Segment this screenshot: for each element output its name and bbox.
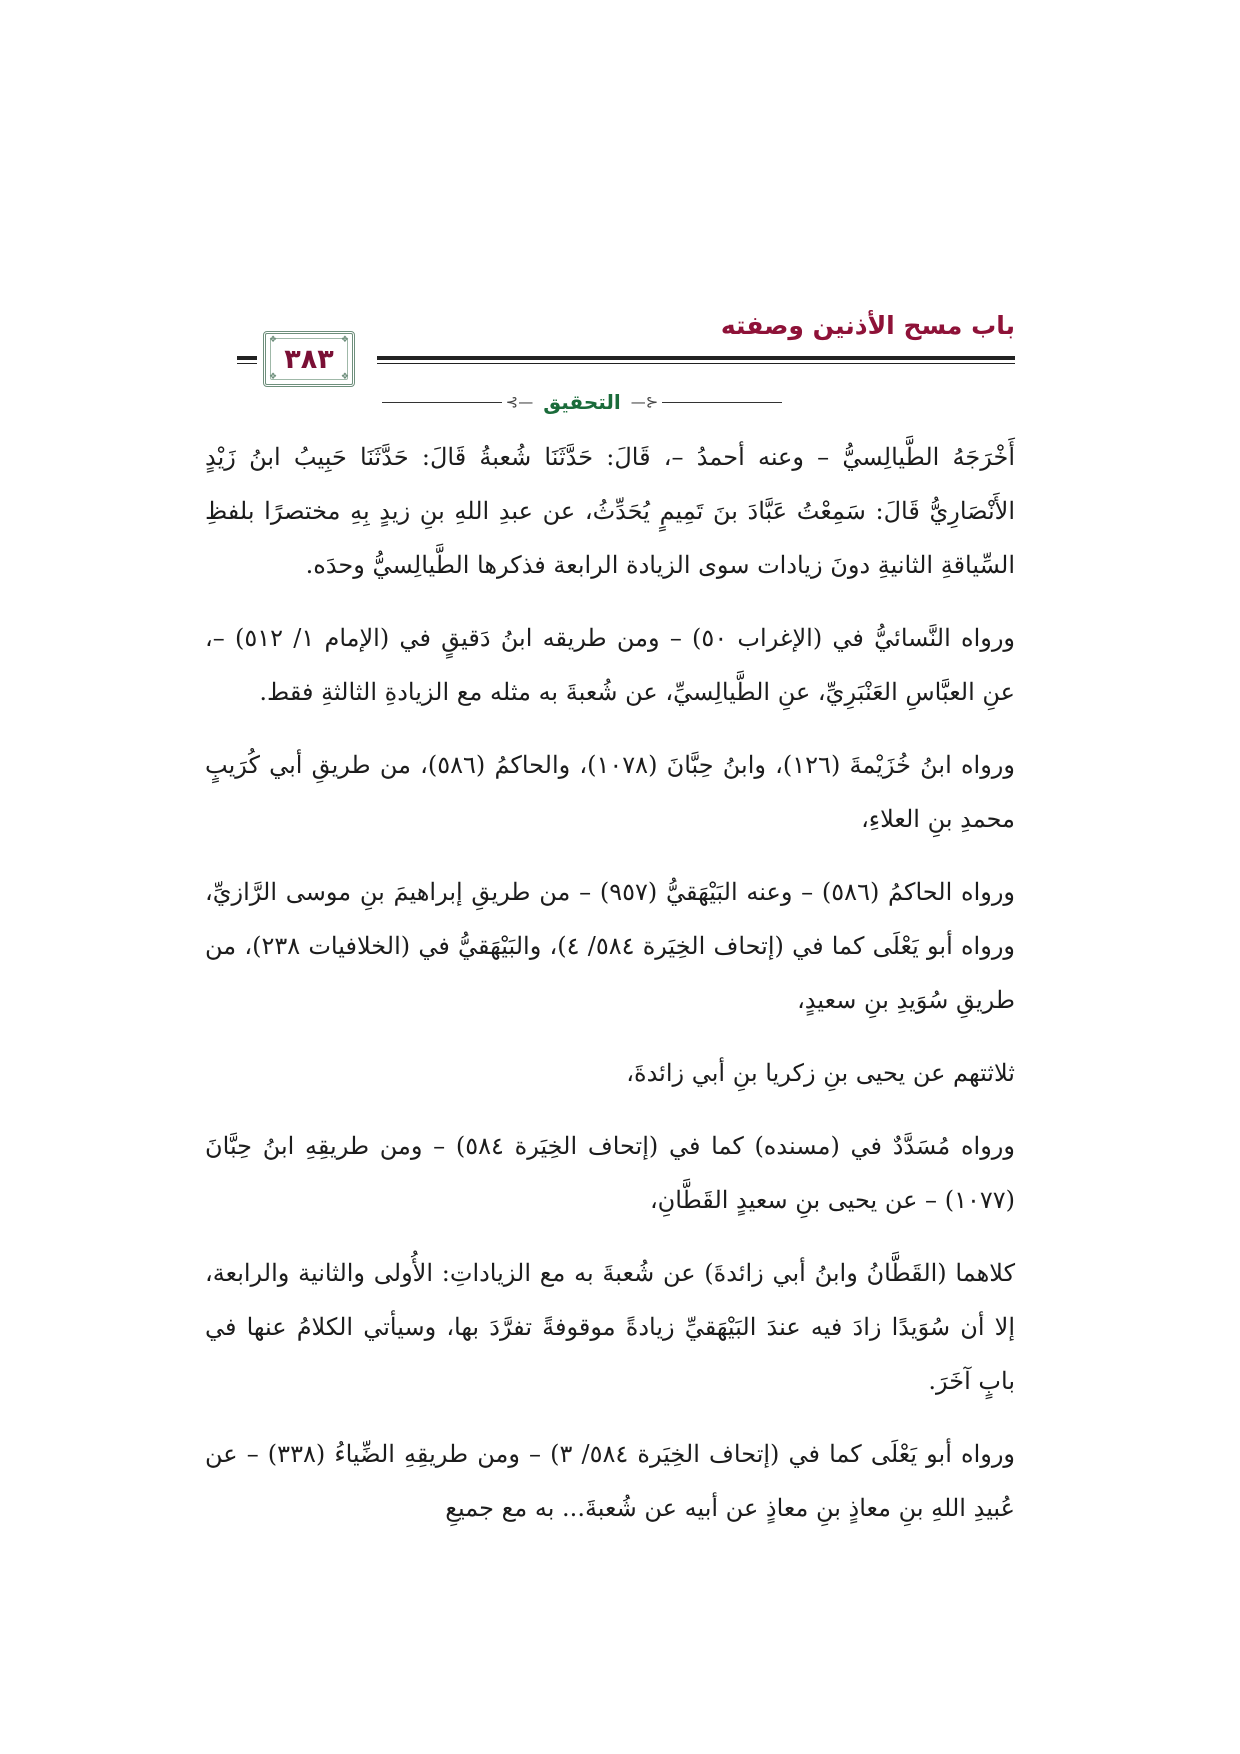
header-rule-left-thick: [237, 356, 257, 360]
page-number: ٣٨٣: [284, 343, 334, 375]
paragraph: ورواه النَّسائيُّ في (الإغراب ٥٠) – ومن طريقه ابنُ دَقيقٍ في (الإمام ١/ ٥١٢) –، عنِ العبَّاسِ العَنْبَرِيِّ، عنِ الطَّيالِسيِّ، عن شُعبةَ به مثله مع الزيادةِ الثالثةِ فقط.: [205, 624, 1016, 706]
ornament-right-icon: ⊰—: [630, 393, 659, 411]
header-rule-left-thin: [237, 363, 257, 364]
heading-divider: [662, 402, 782, 403]
section-heading: [382, 384, 782, 420]
paragraph: ثلاثتهم عن يحيى بنِ زكريا بنِ أبي زائدةَ،: [626, 1059, 1015, 1087]
corner-ornament-icon: ❖: [340, 335, 349, 345]
paragraph: ورواه ابنُ خُزَيْمةَ (١٢٦)، وابنُ حِبَّانَ (١٠٧٨)، والحاكمُ (٥٨٦)، من طريقِ أبي كُرَيبٍ محمدِ بنِ العلاءِ،: [205, 751, 1015, 833]
paragraph: ورواه الحاكمُ (٥٨٦) – وعنه البَيْهَقيُّ (٩٥٧) – من طريقِ إبراهيمَ بنِ موسى الرَّازيِّ، ورواه أبو يَعْلَى كما في (إتحاف الخِيَرة ٥٨٤/ ٤)، والبَيْهَقيُّ في (الخلافيات ٢٣٨)، من طريقِ سُوَيدِ بنِ سعيدٍ،: [205, 878, 1016, 1014]
corner-ornament-icon: ❖: [269, 335, 278, 345]
paragraph: كلاهما (القَطَّانُ وابنُ أبي زائدةَ) عن شُعبةَ به مع الزياداتِ: الأُولى والثانية والرابعة، إلا أن سُوَيدًا زادَ فيه عندَ البَيْهَقيِّ زيادةً موقوفةً تفرَّدَ بها، وسيأتي الكلامُ عنها في بابٍ آخَرَ.: [205, 1259, 1015, 1395]
body-text: [205, 430, 1015, 1554]
header-rule-thin: [377, 363, 1015, 364]
section-heading-label: التحقيق: [543, 390, 621, 414]
corner-ornament-icon: ❖: [269, 372, 278, 382]
paragraph: ورواه مُسَدَّدٌ في (مسنده) كما في (إتحاف الخِيَرة ٥٨٤) – ومن طريقِهِ ابنُ حِبَّانَ (١٠٧٧) – عن يحيى بنِ سعيدٍ القَطَّانِ،: [205, 1132, 1015, 1214]
page-number-badge: [263, 331, 355, 387]
corner-ornament-icon: ❖: [340, 372, 349, 382]
heading-divider: [382, 402, 502, 403]
chapter-title: باب مسح الأذنين وصفته: [720, 311, 1015, 340]
header-rule-thick: [377, 356, 1015, 360]
ornament-left-icon: —⊱: [505, 393, 534, 411]
paragraph: أَخْرَجَهُ الطَّيالِسيُّ – وعنه أحمدُ –، قَالَ: حَدَّثَنَا شُعبةُ قَالَ: حَدَّثَنَا حَبِيبُ ابنُ زَيْدٍ الأَنْصَارِيُّ قَالَ: سَمِعْتُ عَبَّادَ بنَ تَمِيمٍ يُحَدِّثُ، عن عبدِ اللهِ بنِ زيدٍ بِهِ مختصرًا بلفظِ السِّياقةِ الثانيةِ دونَ زيادات سوى الزيادة الرابعة فذكرها الطَّيالِسيُّ وحدَه.: [205, 443, 1015, 579]
paragraph: ورواه أبو يَعْلَى كما في (إتحاف الخِيَرة ٥٨٤/ ٣) – ومن طريقِهِ الضِّياءُ (٣٣٨) – عن عُبيدِ اللهِ بنِ معاذٍ بنِ معاذٍ عن أبيه عن شُعبةَ... به مع جميعِ: [205, 1440, 1016, 1522]
